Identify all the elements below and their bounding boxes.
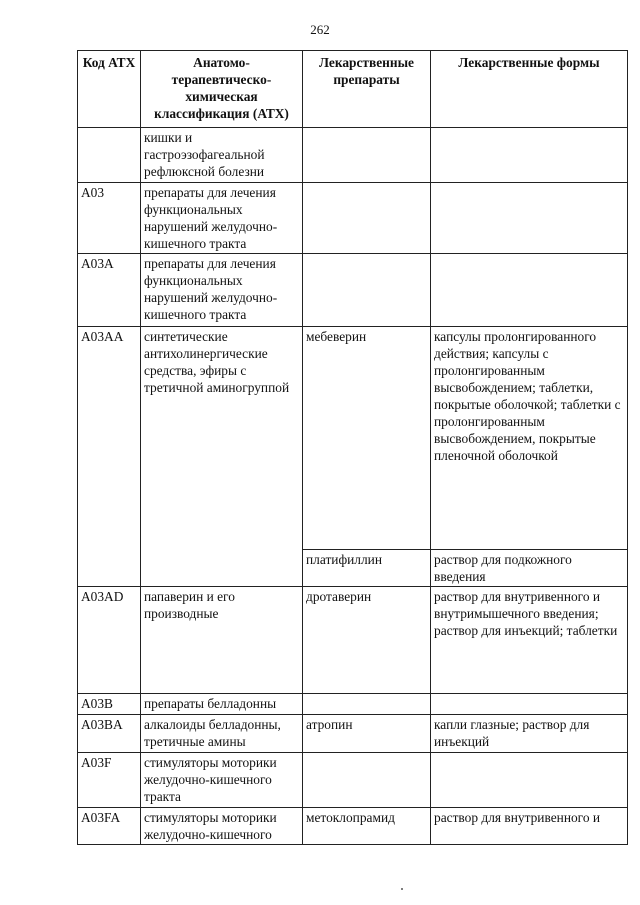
row-drug xyxy=(303,694,431,715)
row-classification: кишки и гастроэзофагеальной рефлюксной болезни xyxy=(141,128,303,183)
row-drug: метоклопрамид xyxy=(303,808,431,845)
row-drug xyxy=(303,254,431,327)
table-row xyxy=(78,128,628,183)
table-row xyxy=(78,587,628,694)
table-row xyxy=(78,808,628,845)
table-header-row xyxy=(78,51,628,128)
row-drug: мебеверин xyxy=(303,327,431,550)
table-row xyxy=(78,694,628,715)
row-drug xyxy=(303,753,431,808)
row-code xyxy=(78,128,141,183)
row-code: A03FA xyxy=(78,808,141,845)
atx-drug-table xyxy=(77,50,628,845)
row-classification: папаверин и его производные xyxy=(141,587,303,694)
row-code: A03A xyxy=(78,254,141,327)
row-drug: дротаверин xyxy=(303,587,431,694)
row-drug: атропин xyxy=(303,715,431,753)
table-row xyxy=(78,753,628,808)
table-row xyxy=(78,254,628,327)
row-forms: раствор для внутривенного и внутримышечного введения; раствор для инъекций; таблетки xyxy=(431,587,628,694)
row-forms xyxy=(431,753,628,808)
row-classification: препараты для лечения функциональных нарушений желудочно-кишечного тракта xyxy=(141,183,303,254)
row-classification: препараты белладонны xyxy=(141,694,303,715)
row-classification: синтетические антихолинергические средства, эфиры с третичной аминогруппой xyxy=(141,327,303,587)
row-forms xyxy=(431,254,628,327)
header-classification: Анатомо-терапевтическо-химическая классификация (АТХ) xyxy=(141,51,303,128)
row-forms xyxy=(431,694,628,715)
row-code: A03 xyxy=(78,183,141,254)
row-forms xyxy=(431,128,628,183)
table-row xyxy=(78,327,628,550)
scan-speck xyxy=(401,888,403,890)
header-forms: Лекарственные формы xyxy=(431,51,628,128)
row-classification: стимуляторы моторики желудочно-кишечного xyxy=(141,808,303,845)
row-code: A03BA xyxy=(78,715,141,753)
page-number: 262 xyxy=(310,22,330,37)
row-code: A03AA xyxy=(78,327,141,587)
row-drug: платифиллин xyxy=(303,550,431,587)
row-forms: капли глазные; раствор для инъекций xyxy=(431,715,628,753)
table-row xyxy=(78,183,628,254)
row-forms: раствор для подкожного введения xyxy=(431,550,628,587)
row-code: A03B xyxy=(78,694,141,715)
row-drug xyxy=(303,183,431,254)
row-classification: стимуляторы моторики желудочно-кишечного тракта xyxy=(141,753,303,808)
row-forms: капсулы пролонгированного действия; капсулы с пролонгированным высвобождением; таблетки, покрытые оболочкой; таблетки с пролонгированным высвобождением, покрытые пленочной оболочкой xyxy=(431,327,628,550)
row-code: A03F xyxy=(78,753,141,808)
row-forms: раствор для внутривенного и xyxy=(431,808,628,845)
row-forms xyxy=(431,183,628,254)
row-classification: алкалоиды белладонны, третичные амины xyxy=(141,715,303,753)
row-code: A03AD xyxy=(78,587,141,694)
header-code: Код АТХ xyxy=(78,51,141,128)
table-row xyxy=(78,715,628,753)
header-drugs: Лекарственные препараты xyxy=(303,51,431,128)
row-drug xyxy=(303,128,431,183)
row-classification: препараты для лечения функциональных нарушений желудочно-кишечного тракта xyxy=(141,254,303,327)
